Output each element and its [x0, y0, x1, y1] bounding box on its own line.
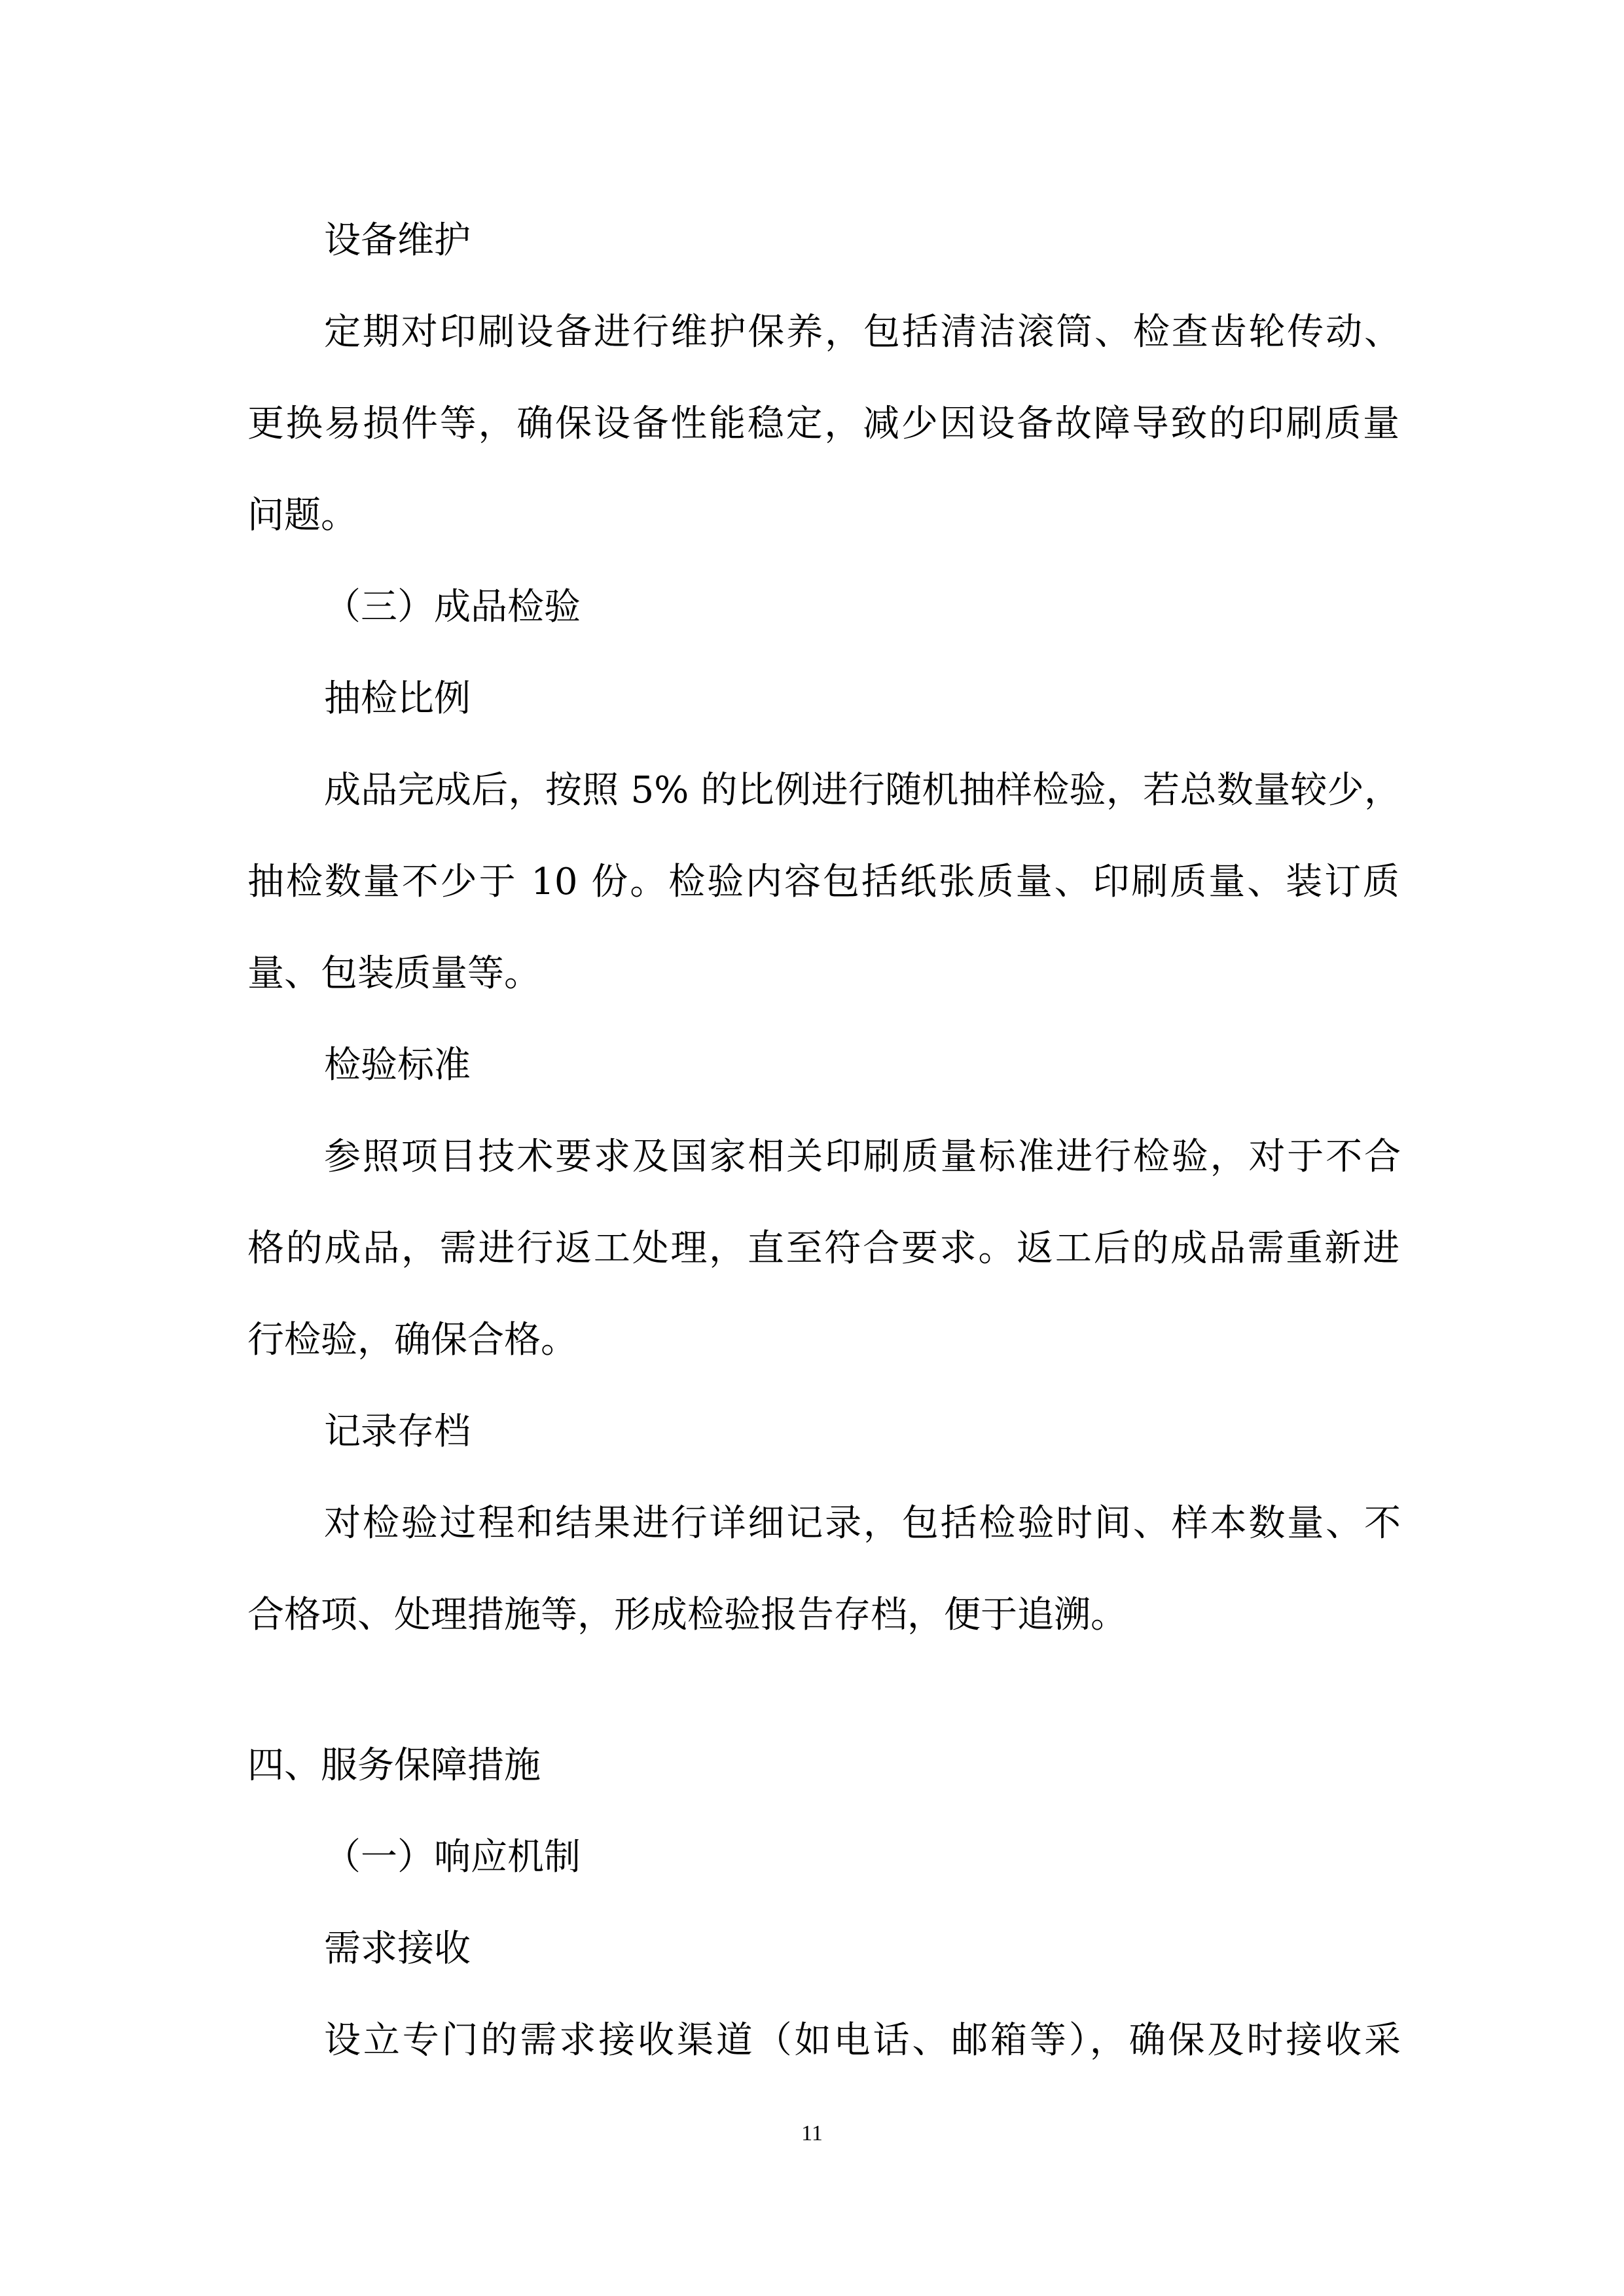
paragraph-line: 定期对印刷设备进行维护保养，包括清洁滚筒、检查齿轮传动、 — [324, 311, 1401, 353]
paragraph-line: 抽检数量不少于 10 份。检验内容包括纸张质量、印刷质量、装订质 — [247, 861, 1399, 903]
chapter-heading-service-guarantee: 四、服务保障措施 — [247, 1744, 541, 1787]
paragraph-line: 设立专门的需求接收渠道（如电话、邮箱等），确保及时接收采 — [324, 2019, 1401, 2062]
paragraph-line: 成品完成后，按照 5% 的比例进行随机抽样检验，若总数量较少， — [324, 769, 1401, 812]
heading-inspection-standard: 检验标准 — [324, 1044, 471, 1086]
heading-record-archiving: 记录存档 — [324, 1410, 471, 1453]
paragraph-line: 量、包装质量等。 — [247, 952, 541, 995]
section-heading-response-mechanism: （一）响应机制 — [324, 1836, 581, 1878]
paragraph-line: 对检验过程和结果进行详细记录，包括检验时间、样本数量、不 — [324, 1502, 1401, 1545]
paragraph-line: 合格项、处理措施等，形成检验报告存档，便于追溯。 — [247, 1594, 1127, 1636]
heading-sampling-ratio: 抽检比例 — [324, 677, 471, 720]
paragraph-line: 更换易损件等，确保设备性能稳定，减少因设备故障导致的印刷质量 — [247, 403, 1399, 445]
page-number: 11 — [801, 2121, 823, 2145]
heading-equipment-maintenance: 设备维护 — [324, 219, 471, 262]
paragraph-line: 格的成品，需进行返工处理，直至符合要求。返工后的成品需重新进 — [247, 1227, 1399, 1270]
heading-demand-reception: 需求接收 — [324, 1928, 471, 1970]
paragraph-line: 参照项目技术要求及国家相关印刷质量标准进行检验，对于不合 — [324, 1136, 1401, 1178]
section-heading-finished-product-inspection: （三）成品检验 — [324, 586, 581, 628]
paragraph-line: 行检验，确保合格。 — [247, 1319, 577, 1361]
paragraph-line: 问题。 — [247, 494, 357, 537]
